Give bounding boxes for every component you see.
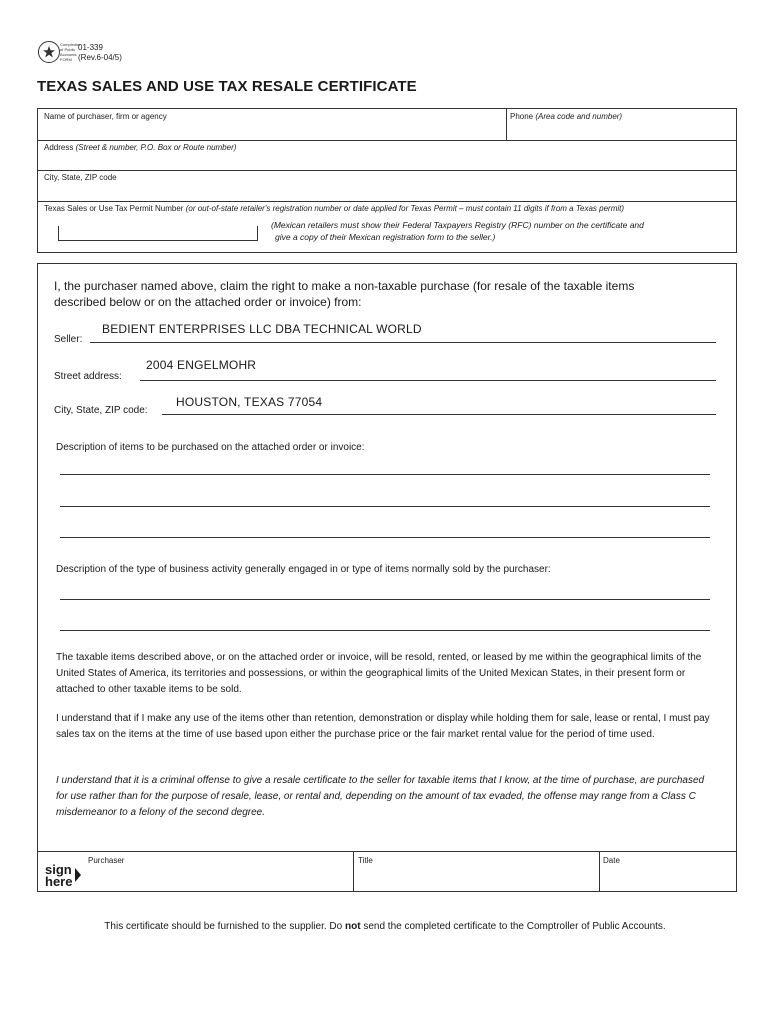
purchaser-signature-label: Purchaser	[88, 856, 125, 865]
permit-number-field[interactable]	[58, 226, 258, 241]
street-underline	[140, 380, 716, 381]
date-field[interactable]	[602, 866, 732, 890]
footer-text-after: send the completed certificate to the Comptroller of Public Accounts.	[360, 921, 666, 932]
signature-divider	[599, 852, 600, 892]
mexican-note-line-1: (Mexican retailers must show their Federal Taxpayers Registry (RFC) number on the certificate and	[271, 220, 644, 230]
comptroller-seal-icon	[38, 41, 60, 63]
items-line-3[interactable]	[60, 537, 710, 538]
permit-label-text: Texas Sales or Use Tax Permit Number	[44, 204, 184, 213]
seller-city-label: City, State, ZIP code:	[54, 405, 148, 416]
row-divider	[38, 170, 736, 171]
resale-claim-box	[37, 263, 737, 892]
criminal-offense-statement: I understand that it is a criminal offense to give a resale certificate to the seller for taxable items that I know, at the time of purchase, are purchased for use rather than for the purpose of resale, lease, or rental and, depending on the amount of tax evaded, the offense may range from a Class C misdemeanor to a felony of the second degree.	[56, 775, 705, 818]
agency-logo-text: Comptroller of Public Accounts FORM	[60, 42, 81, 62]
signature-divider	[353, 852, 354, 892]
footer-note	[0, 921, 770, 932]
purchaser-info-box	[37, 108, 737, 253]
footer-text-bold: not	[345, 921, 361, 932]
date-label: Date	[603, 856, 620, 865]
business-activity-label: Description of the type of business activity generally engaged in or type of items normally sold by the purchaser:	[56, 564, 551, 575]
here-text: here	[45, 874, 73, 889]
mexican-note-line-2: give a copy of their Mexican registration form to the seller.)	[275, 232, 496, 242]
permit-label-hint: (or out-of-state retailer's registration number or date applied for Texas Permit – must contain 11 digits if from a Texas permit)	[185, 204, 625, 213]
signature-row	[38, 851, 736, 892]
footer-text-before: This certificate should be furnished to the supplier. Do	[104, 921, 345, 932]
claim-line-1: I, the purchaser named above, claim the right to make a non-taxable purchase (for resale of the taxable items	[54, 279, 635, 293]
seller-city-value[interactable]: HOUSTON, TEXAS 77054	[176, 395, 323, 409]
business-line-2[interactable]	[60, 630, 710, 631]
mexican-retailer-note	[271, 219, 721, 243]
seller-label: Seller:	[54, 334, 83, 345]
seller-underline	[90, 342, 716, 343]
address-label-text: Address	[44, 143, 74, 152]
street-address-label: Street address:	[54, 371, 122, 382]
address-field[interactable]	[44, 153, 729, 169]
city-state-zip-field[interactable]	[44, 183, 729, 199]
purchaser-name-label: Name of purchaser, firm or agency	[44, 112, 167, 121]
address-label-hint: (Street & number, P.O. Box or Route number)	[75, 143, 237, 152]
purchaser-signature-field[interactable]	[86, 866, 350, 890]
seller-value[interactable]: BEDIENT ENTERPRISES LLC DBA TECHNICAL WORLD	[102, 322, 422, 336]
phone-label-hint: (Area code and number)	[535, 112, 623, 121]
street-address-value[interactable]: 2004 ENGELMOHR	[146, 358, 257, 372]
claim-statement	[54, 278, 694, 310]
title-label: Title	[358, 856, 373, 865]
city-state-zip-label: City, State, ZIP code	[44, 173, 117, 182]
phone-field[interactable]	[510, 121, 730, 138]
address-label	[44, 143, 236, 152]
title-field[interactable]	[356, 866, 596, 890]
phone-label-text: Phone	[510, 112, 534, 121]
use-statement: I understand that if I make any use of the items other than retention, demonstration or display while holding them for sale, lease or rental, I must pay sales tax on the items at the time of use based upon either the purchase price or the fair market rental value for the period of time used.	[56, 713, 710, 740]
name-phone-divider	[506, 109, 507, 140]
items-description-label: Description of items to be purchased on the attached order or invoice:	[56, 442, 365, 453]
purchaser-name-field[interactable]	[44, 121, 499, 138]
sign-here-arrow-icon	[75, 868, 81, 882]
business-line-1[interactable]	[60, 599, 710, 600]
form-title: TEXAS SALES AND USE TAX RESALE CERTIFICATE	[37, 78, 417, 95]
sign-here-marker	[45, 864, 72, 888]
claim-line-2: described below or on the attached order or invoice) from:	[54, 295, 362, 309]
city-underline	[162, 414, 716, 415]
form-number	[78, 43, 122, 63]
sign-text: sign	[45, 862, 72, 877]
row-divider	[38, 201, 736, 202]
phone-label	[510, 112, 622, 121]
permit-number-label	[44, 204, 624, 213]
form-number-value: 01-339	[78, 43, 103, 52]
row-divider	[38, 140, 736, 141]
resale-statement: The taxable items described above, or on the attached order or invoice, will be resold, rented, or leased by me within the geographical limits of the United States of America, its territories and possessions, or within the geographical limits of the United Mexican States, in their present form or attached to other taxable items to be sold.	[56, 652, 702, 695]
items-line-1[interactable]	[60, 474, 710, 475]
items-line-2[interactable]	[60, 506, 710, 507]
form-revision: (Rev.6-04/5)	[78, 53, 122, 62]
